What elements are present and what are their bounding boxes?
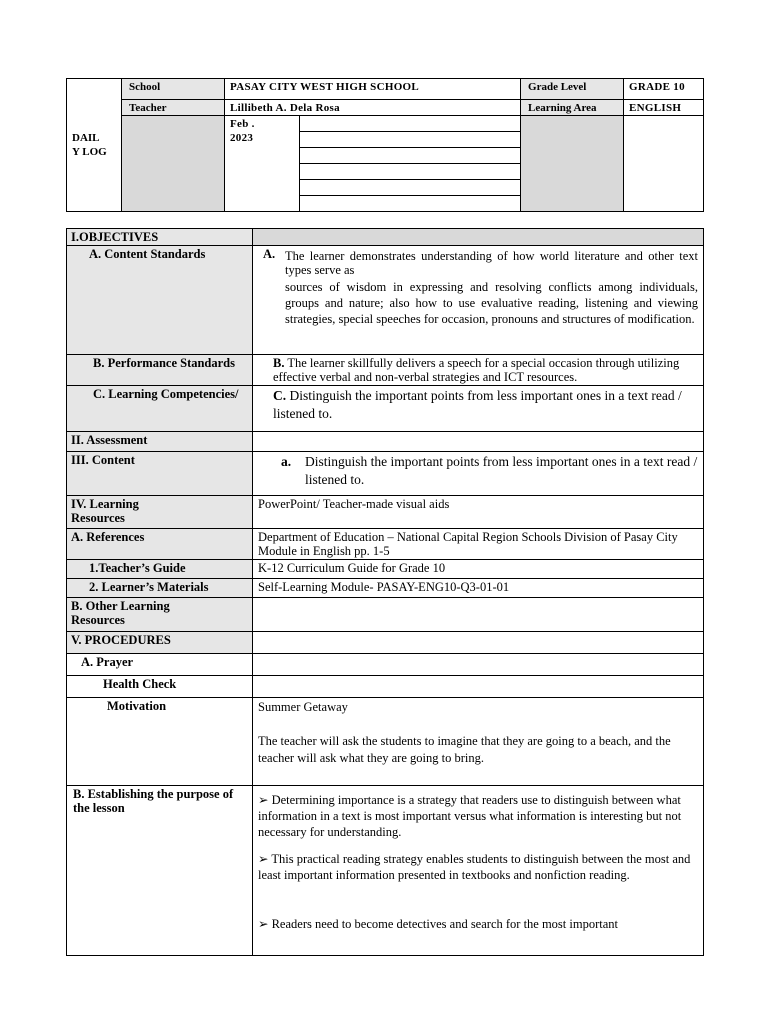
schedule-row: [300, 148, 520, 164]
motivation-title: Summer Getaway: [258, 700, 348, 714]
procedures-heading-fill: [253, 632, 704, 654]
establishing-purpose-label: B. Establishing the purpose of the lesson: [67, 786, 253, 956]
learning-resources-value: PowerPoint/ Teacher-made visual aids: [253, 496, 704, 529]
motivation-text: The teacher will ask the students to imagine that they are going to a beach, and the teacher will ask what they are going to bring.: [258, 734, 671, 765]
content-standards-marker: A.: [263, 247, 276, 261]
quarter-cell: [521, 116, 624, 212]
teachers-guide-label: 1.Teacher’s Guide: [67, 560, 253, 579]
performance-text: The learner skillfully delivers a speech for a special occasion through utilizing effective verbal and non-verbal strategies and ICT resources.: [273, 356, 680, 384]
schedule-row: [300, 164, 520, 180]
learning-area-label: Learning Area: [521, 100, 624, 116]
teacher-value: Lillibeth A. Dela Rosa: [225, 100, 521, 116]
content-text: Distinguish the important points from less important ones in a text read / listened to.: [305, 454, 698, 487]
procedures-heading: V. PROCEDURES: [67, 632, 253, 654]
performance-marker: B.: [273, 356, 285, 370]
content-value: [253, 452, 704, 496]
establishing-purpose-value: [253, 786, 704, 956]
content-label: III. Content: [67, 452, 253, 496]
health-check-value: [253, 676, 704, 698]
health-check-label: Health Check: [67, 676, 253, 698]
competencies-text: Distinguish the important points from less important ones in a text read / listened to.: [273, 388, 682, 421]
content-marker: a.: [281, 454, 292, 469]
grade-level-label: Grade Level: [521, 79, 624, 100]
schedule-row: [300, 116, 520, 132]
school-value: PASAY CITY WEST HIGH SCHOOL: [225, 79, 521, 100]
content-standards-line1: The learner demonstrates understanding of how world literature and other text types serve as: [285, 249, 698, 277]
content-standards-line2: sources of wisdom in expressing and resolving conflicts among individuals, groups and nature; also how to use evaluative reading, listening and viewing strategies, special speeches for occasion, pronouns and structures of modification.: [285, 280, 698, 326]
date-label-cell: [122, 116, 225, 212]
schedule-row: [300, 196, 520, 212]
learning-area-value: ENGLISH: [624, 100, 704, 116]
quarter-value-cell: [624, 116, 704, 212]
daily-log-label: DAIL Y LOG: [67, 79, 122, 212]
learning-resources-label: IV. Learning Resources: [67, 496, 253, 529]
learners-materials-value: Self-Learning Module- PASAY-ENG10-Q3-01-01: [253, 579, 704, 598]
objectives-heading: I.OBJECTIVES: [67, 229, 253, 246]
learning-competencies-value: [253, 386, 704, 432]
assessment-value: [253, 432, 704, 452]
other-resources-label: B. Other Learning Resources: [67, 598, 253, 632]
references-value: Department of Education – National Capital Region Schools Division of Pasay City Module in English pp. 1-5: [253, 529, 704, 560]
schedule-row: [300, 132, 520, 148]
grade-level-value: GRADE 10: [624, 79, 704, 100]
purpose-paragraph-2: ➢ This practical reading strategy enables students to distinguish between the most and least important information presented in textbooks and nonfiction reading.: [258, 852, 691, 882]
learners-materials-label: 2. Learner’s Materials: [67, 579, 253, 598]
content-standards-label: A. Content Standards: [67, 246, 253, 355]
teacher-label: Teacher: [122, 100, 225, 116]
school-label: School: [122, 79, 225, 100]
spacer: [258, 716, 698, 733]
content-standards-value: [253, 246, 704, 355]
date-value: Feb . 2023: [225, 116, 300, 212]
purpose-paragraph-3: ➢ Readers need to become detectives and search for the most important: [258, 917, 618, 931]
references-label: A. References: [67, 529, 253, 560]
motivation-value: [253, 698, 704, 786]
performance-standards-value: [253, 355, 704, 386]
other-resources-value: [253, 598, 704, 632]
schedule-cells: [300, 116, 521, 212]
purpose-paragraph-1: ➢ Determining importance is a strategy that readers use to distinguish between what information in a text is most important versus what information is interesting but not necessary for understanding.: [258, 793, 682, 839]
schedule-row: [300, 180, 520, 196]
prayer-label: A. Prayer: [67, 654, 253, 676]
learning-competencies-label: C. Learning Competencies/: [67, 386, 253, 432]
schedule-subtable: [300, 116, 520, 211]
objectives-heading-fill: [253, 229, 704, 246]
lesson-plan-table: [66, 228, 704, 956]
prayer-value: [253, 654, 704, 676]
teachers-guide-value: K-12 Curriculum Guide for Grade 10: [253, 560, 704, 579]
motivation-label: Motivation: [67, 698, 253, 786]
header-table: [66, 78, 704, 212]
assessment-label: II. Assessment: [67, 432, 253, 452]
competencies-marker: C.: [273, 388, 287, 403]
performance-standards-label: B. Performance Standards: [67, 355, 253, 386]
